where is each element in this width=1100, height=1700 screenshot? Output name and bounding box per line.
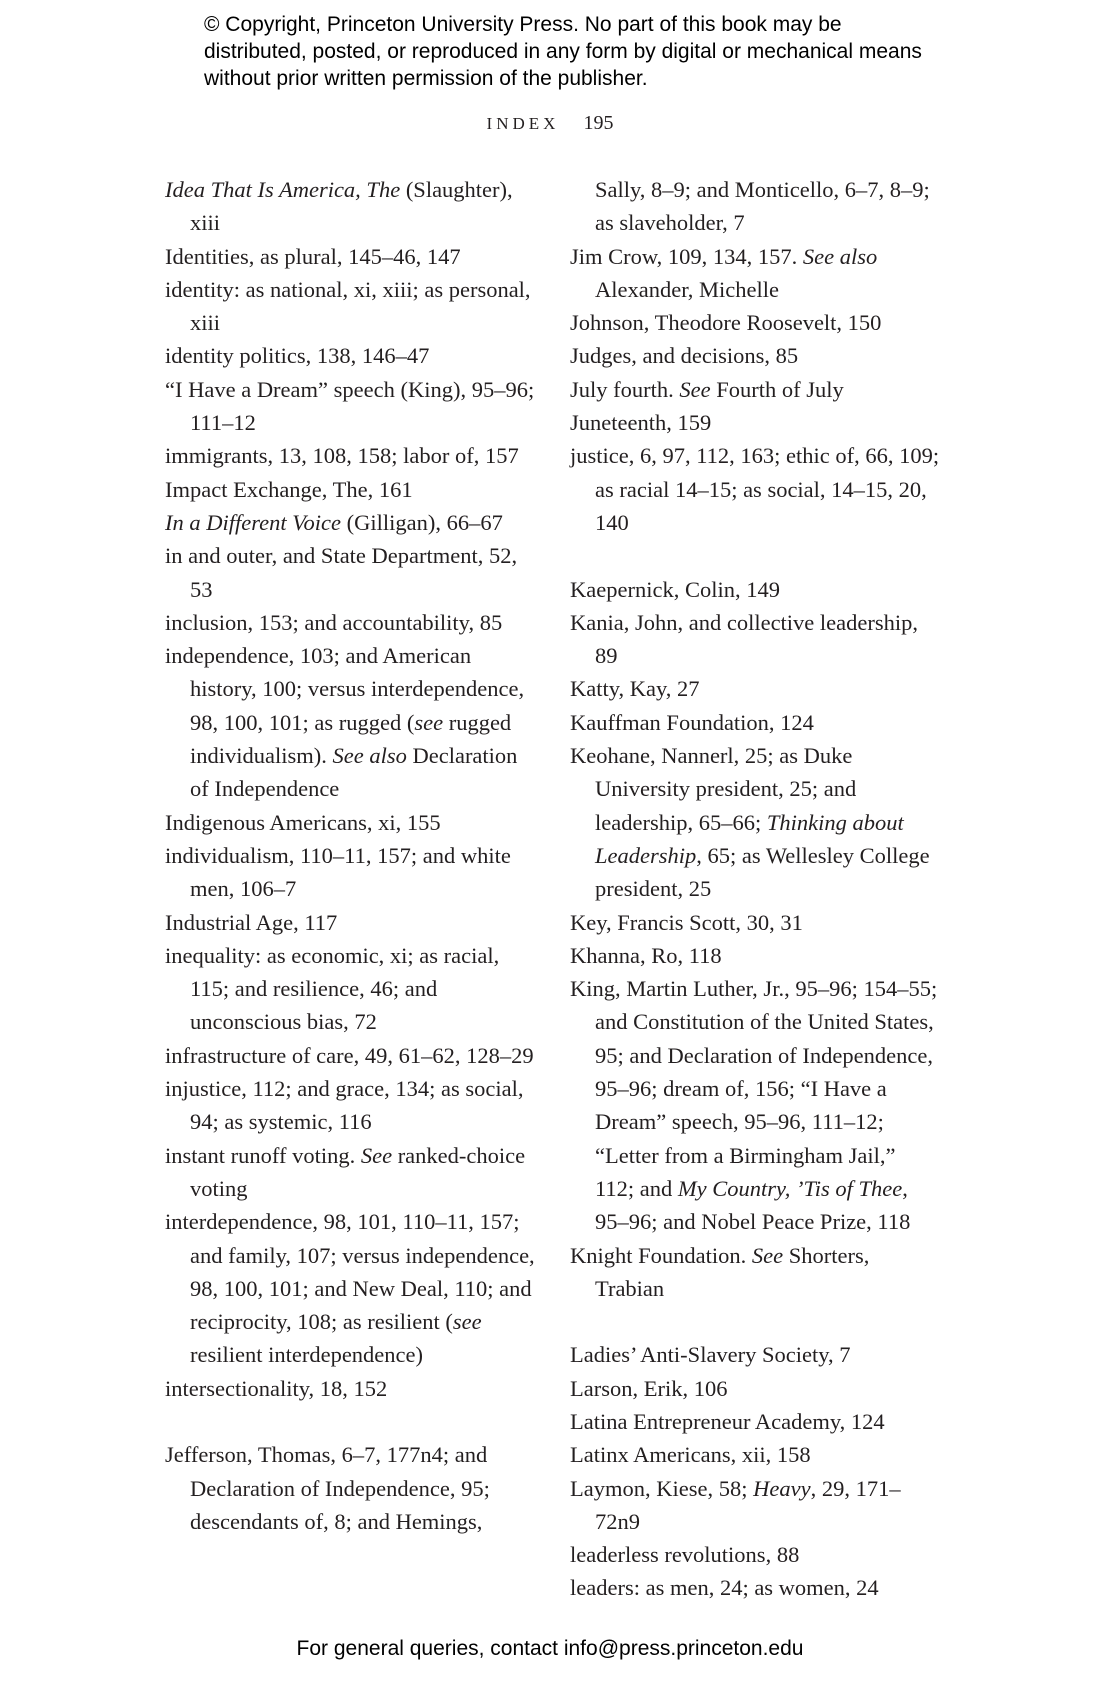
index-entry-text: , 29, 171–72n9 — [595, 1475, 901, 1534]
index-entry-text: Industrial Age, 117 — [165, 909, 338, 935]
index-entry-text: Indigenous Americans, xi, 155 — [165, 809, 441, 835]
index-entry-italic-text: See — [679, 376, 711, 402]
index-entry — [165, 1205, 535, 1371]
index-entry-text: Sally, 8–9; and Monticello, 6–7, 8–9; as slaveholder, 7 — [595, 177, 930, 236]
index-column-right — [570, 173, 940, 1605]
index-entry-text: Keohane, Nannerl, 25; as Duke University president, 25; and leadership, 65–66; — [570, 743, 857, 835]
index-entry-text: rugged individualism). — [190, 709, 512, 769]
index-entry — [570, 739, 940, 905]
index-entry-text: , 95–96; and Nobel Peace Prize, 118 — [595, 1175, 911, 1235]
index-entry — [570, 573, 940, 606]
index-entry — [165, 1039, 535, 1072]
index-entry-text: independence, 103; and American history, 100; versus interdependence, 98, 100, 101; as rugged ( — [165, 643, 525, 735]
index-entry-text: Identities, as plural, 145–46, 147 — [165, 243, 461, 269]
index-column-left — [165, 173, 535, 1538]
index-entry — [570, 406, 940, 439]
index-entry — [570, 173, 940, 240]
index-entry — [165, 539, 535, 606]
index-entry — [570, 339, 940, 372]
index-entry-text: leaders: as men, 24; as women, 24 — [570, 1575, 879, 1601]
index-entry-text: Ladies’ Anti-Slavery Society, 7 — [570, 1342, 851, 1368]
index-entry — [570, 1538, 940, 1571]
index-entry-text: Declaration of Independence — [190, 743, 518, 802]
index-entry — [165, 806, 535, 839]
index-entry-italic-text: See also — [332, 743, 407, 769]
index-entry-text: , 65; as Wellesley College president, 25 — [595, 842, 930, 902]
index-entry-text: Impact Exchange, The, 161 — [165, 476, 413, 502]
index-entry-text: Johnson, Theodore Roosevelt, 150 — [570, 310, 882, 336]
index-entry — [570, 672, 940, 705]
index-entry-text: (Gilligan), 66–67 — [341, 509, 503, 535]
running-head — [0, 112, 1100, 135]
index-entry-text: Laymon, Kiese, 58; — [570, 1475, 754, 1501]
index-entry-text: justice, 6, 97, 112, 163; ethic of, 66, 109; as racial 14–15; as social, 14–15, 20, 140 — [570, 443, 940, 535]
index-entry-text: leaderless revolutions, 88 — [570, 1542, 800, 1568]
index-entry-text: inequality: as economic, xi; as racial, 115; and resilience, 46; and unconscious bias, 72 — [165, 942, 500, 1035]
index-entry — [165, 606, 535, 639]
index-entry-text: instant runoff voting. — [165, 1142, 361, 1168]
index-entry-text: Kaepernick, Colin, 149 — [570, 576, 780, 602]
index-entry-italic-text: Heavy — [753, 1475, 811, 1501]
index-entry-text: Key, Francis Scott, 30, 31 — [570, 909, 803, 935]
index-entry-text: Fourth of July — [710, 376, 844, 402]
index-entry — [165, 373, 535, 440]
index-entry-italic-text: Thinking about Leadership — [595, 809, 904, 868]
index-entry — [570, 906, 940, 939]
index-entry-italic-text: see — [414, 709, 444, 735]
index-entry-text: Jim Crow, 109, 134, 157. — [570, 243, 803, 269]
index-entry — [570, 1571, 940, 1604]
index-entry-italic-text: Idea That Is America, The — [165, 177, 401, 202]
index-entry — [165, 273, 535, 340]
index-entry — [570, 306, 940, 339]
index-entry-text: Kauffman Foundation, 124 — [570, 709, 814, 735]
index-entry — [165, 906, 535, 939]
index-entry — [165, 439, 535, 472]
index-entry — [165, 1372, 535, 1405]
index-entry-text: Latinx Americans, xii, 158 — [570, 1442, 811, 1468]
index-entry — [570, 1405, 940, 1438]
index-entry — [570, 1338, 940, 1371]
footer-contact: For general queries, contact info@press.princeton.edu — [296, 1637, 804, 1660]
index-entry — [165, 473, 535, 506]
index-entry — [165, 339, 535, 372]
index-entry-text: interdependence, 98, 101, 110–11, 157; and family, 107; versus independence, 98, 100, 101; and New Deal, 110; and reciprocity, 108; as resilient ( — [165, 1209, 535, 1335]
running-head-title: INDEX — [486, 114, 560, 133]
index-entry-text: Alexander, Michelle — [595, 276, 780, 302]
index-entry-text: inclusion, 153; and accountability, 85 — [165, 609, 503, 635]
index-entry-italic-text: See — [751, 1242, 784, 1268]
index-entry-text: Judges, and decisions, 85 — [570, 343, 799, 369]
index-entry-text: identity politics, 138, 146–47 — [165, 343, 430, 369]
index-entry-text: (Slaughter), xiii — [190, 177, 513, 236]
index-entry-italic-text: See also — [802, 243, 878, 269]
index-entry — [165, 506, 535, 539]
index-entry-italic-text: My Country, ’Tis of Thee — [677, 1175, 903, 1201]
index-entry-text: immigrants, 13, 108, 158; labor of, 157 — [165, 443, 519, 469]
index-entry-text: resilient interdependence) — [190, 1342, 424, 1368]
index-entry-text: Juneteenth, 159 — [570, 410, 712, 436]
index-entry-text: July fourth. — [570, 376, 680, 402]
page-number: 195 — [583, 112, 614, 134]
index-entry-text: Latina Entrepreneur Academy, 124 — [570, 1408, 885, 1434]
index-entry — [570, 972, 940, 1238]
index-entry — [570, 373, 940, 406]
index-entry — [570, 439, 940, 539]
index-entry — [570, 939, 940, 972]
index-entry — [165, 173, 535, 240]
index-entry-text: Khanna, Ro, 118 — [570, 942, 722, 968]
index-entry-text: King, Martin Luther, Jr., 95–96; 154–55; and Constitution of the United States, 95; and Declaration of Independence, 95–96; dream of, 156; “I Have a Dream” speech, 95–96, 111–12; “Letter from a Birmingham Jail,” 112; and — [570, 976, 938, 1201]
index-entry — [165, 639, 535, 805]
index-entry — [165, 1438, 535, 1538]
index-entry-text: Jefferson, Thomas, 6–7, 177n4; and Declaration of Independence, 95; descendants of, 8; and Hemings, — [165, 1442, 490, 1534]
index-entry — [165, 1139, 535, 1206]
index-entry — [165, 839, 535, 906]
index-entry-text: in and outer, and State Department, 52, 53 — [165, 543, 518, 602]
index-entry-text: “I Have a Dream” speech (King), 95–96; 111–12 — [165, 376, 535, 436]
index-entry — [570, 706, 940, 739]
index-entry — [570, 1438, 940, 1471]
index-entry-text: intersectionality, 18, 152 — [165, 1375, 388, 1401]
index-entry-text: infrastructure of care, 49, 61–62, 128–29 — [165, 1042, 534, 1068]
index-entry-text: Shorters, Trabian — [595, 1242, 870, 1301]
index-entry-italic-text: See — [360, 1142, 393, 1168]
index-entry — [165, 939, 535, 1039]
index-entry-text: injustice, 112; and grace, 134; as social, 94; as systemic, 116 — [165, 1076, 524, 1135]
index-entry-text: Knight Foundation. — [570, 1242, 752, 1268]
index-entry — [570, 1239, 940, 1306]
index-entry — [165, 240, 535, 273]
index-entry-italic-text: see — [452, 1309, 482, 1335]
index-entry — [165, 1072, 535, 1139]
index-entry — [570, 1472, 940, 1539]
index-entry-text: Kania, John, and collective leadership, 89 — [570, 609, 919, 669]
index-entry-text: identity: as national, xi, xiii; as personal, xiii — [165, 276, 531, 336]
index-entry-text: Larson, Erik, 106 — [570, 1375, 728, 1401]
index-entry-text: individualism, 110–11, 157; and white men, 106–7 — [165, 842, 511, 902]
index-entry — [570, 606, 940, 673]
index-entry-text: ranked-choice voting — [190, 1142, 526, 1201]
copyright-notice: © Copyright, Princeton University Press. No part of this book may be distributed, posted, or reproduced in any form by digital or mechanical means without prior written permission of the publisher. — [204, 13, 922, 90]
index-entry — [570, 1372, 940, 1405]
index-entry-italic-text: In a Different Voice — [165, 509, 341, 535]
index-entry-text: Katty, Kay, 27 — [570, 676, 700, 702]
index-entry — [570, 240, 940, 307]
